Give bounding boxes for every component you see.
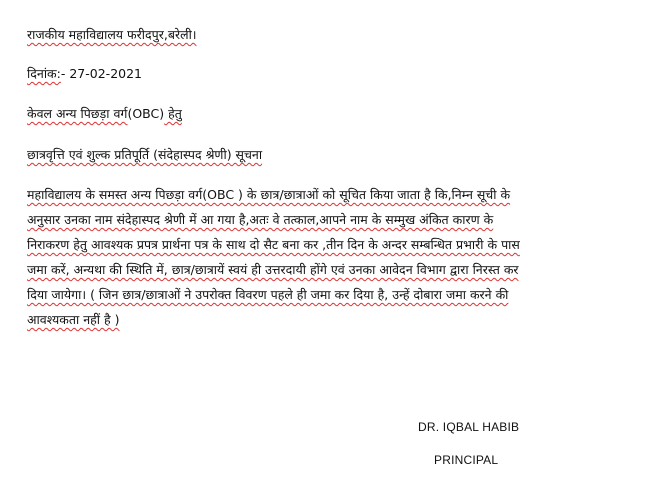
subject-only-for: केवल अन्य पिछड़ा वर्ग <box>27 106 128 121</box>
date-label: दिनांक: <box>27 66 61 81</box>
body-line: आवश्यकता नहीं है ) <box>27 312 120 327</box>
body-line: अनुसार उनका नाम संदेहास्पद श्रेणी में आ गया है,अतः वे तत्काल,आपने नाम के सम्मुख अंकित कारण के <box>27 212 494 227</box>
subject-line <box>27 106 182 122</box>
subject-hetu: हेतु <box>164 106 182 121</box>
date-value: - 27-02-2021 <box>60 66 143 81</box>
notice-title: छात्रवृत्ति एवं शुल्क प्रतिपूर्ति (संदेहास्पद श्रेणी) सूचना <box>27 147 263 162</box>
body-line: निराकरण हेतु आवश्यक प्रपत्र प्रार्थना पत्र के साथ दो सैट बना कर ,तीन दिन के अन्दर सम्बन्धित प्रभारी के पास <box>27 237 520 252</box>
signatory-title: PRINCIPAL <box>434 453 499 467</box>
body-line: जमा करें, अन्यथा की स्थिति में, छात्र/छात्रायें स्वयं ही उत्तरदायी होंगे एवं उनका आवेदन विभाग द्वारा निरस्त कर <box>27 262 519 277</box>
signatory-name: DR. IQBAL HABIB <box>418 420 520 434</box>
college-name-line: राजकीय महाविद्यालय फरीदपुर,बरेली। <box>27 27 197 42</box>
body-line: महाविद्यालय के समस्त अन्य पिछड़ा वर्ग(OBC ) के छात्र/छात्राओं को सूचित किया जाता है कि,निम्न सूची के <box>27 187 511 202</box>
subject-obc: (OBC) <box>127 106 165 121</box>
date-line <box>27 66 142 82</box>
notice-body <box>27 182 627 332</box>
body-line: दिया जायेगा। ( जिन छात्र/छात्राओं ने उपरोक्त विवरण पहले ही जमा कर दिया है, उन्हें दोबारा जमा करने की <box>27 287 509 302</box>
